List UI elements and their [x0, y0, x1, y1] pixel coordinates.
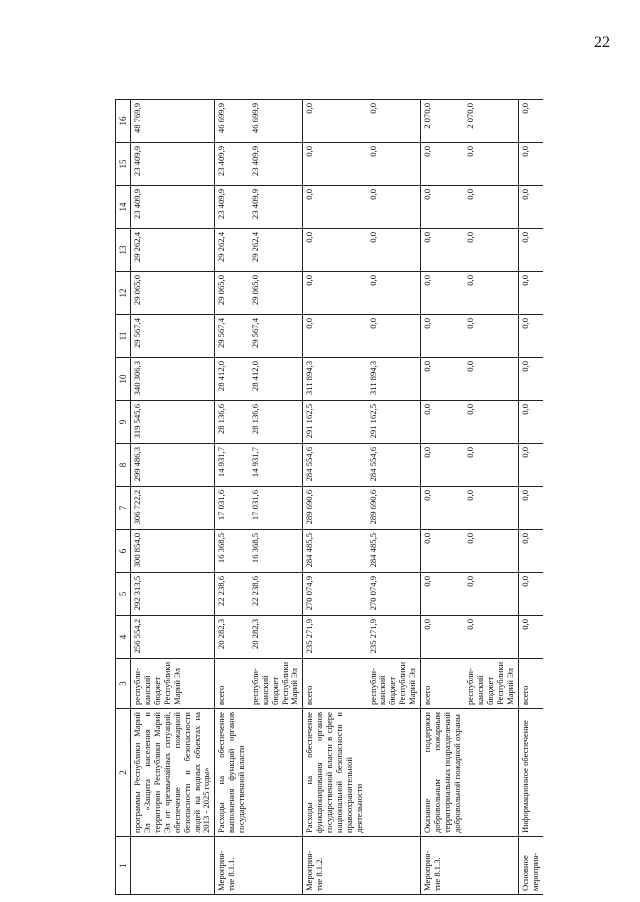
name-cell: Оказание поддержки добровольным пожарным территориальных подразделений добровольной пожарной охраны — [420, 709, 464, 837]
value-cell: 311 894,3 — [303, 358, 367, 401]
value-cell: 0,0 — [518, 229, 542, 272]
value-cell: 291 162,5 — [303, 401, 367, 444]
source-cell: республи-канский бюджет Республики Марий Эл — [249, 659, 303, 709]
name-cell — [367, 709, 421, 837]
status-cell: Основное мероприя- — [518, 837, 542, 895]
value-cell: 235 271,9 — [367, 616, 421, 659]
name-cell — [249, 709, 303, 837]
value-cell: 270 074,9 — [367, 573, 421, 616]
status-cell: Мероприя-тие 8.1.2. — [303, 837, 367, 895]
source-cell: всего — [518, 659, 542, 709]
source-cell: всего — [215, 659, 249, 709]
table-row — [249, 100, 303, 895]
value-cell: 29 262,4 — [131, 229, 215, 272]
column-header: 11 — [116, 315, 131, 358]
value-cell: 28 136,6 — [215, 401, 249, 444]
value-cell: 306 722,2 — [131, 487, 215, 530]
column-header: 16 — [116, 100, 131, 143]
name-cell: программы Республики Марий Эл «Защита населения и территории Республики Марий Эл от чрезвычайных ситуаций, обеспечение пожарной безопасности и безопасности людей на водных объектах на 2013 - 2025 годы» — [131, 709, 215, 837]
value-cell: 0,0 — [464, 401, 518, 444]
value-cell: 23 409,9 — [249, 143, 303, 186]
value-cell: 20 282,3 — [215, 616, 249, 659]
budget-table-container — [115, 100, 635, 895]
value-cell: 29 065,0 — [215, 272, 249, 315]
name-cell — [464, 709, 518, 837]
value-cell: 0,0 — [518, 530, 542, 573]
value-cell: 284 554,6 — [303, 444, 367, 487]
header-row — [116, 100, 131, 895]
value-cell: 20 282,3 — [249, 616, 303, 659]
value-cell: 300 854,0 — [131, 530, 215, 573]
value-cell: 0,0 — [518, 616, 542, 659]
value-cell: 0,0 — [464, 186, 518, 229]
value-cell: 0,0 — [464, 229, 518, 272]
column-header: 12 — [116, 272, 131, 315]
column-header: 8 — [116, 444, 131, 487]
value-cell: 292 313,5 — [131, 573, 215, 616]
table-row — [367, 100, 421, 895]
value-cell: 22 238,6 — [249, 573, 303, 616]
source-cell: республи-канский бюджет Республики Марий Эл — [131, 659, 215, 709]
value-cell: 284 485,5 — [303, 530, 367, 573]
value-cell: 0,0 — [518, 315, 542, 358]
value-cell: 0,0 — [303, 272, 367, 315]
value-cell: 0,0 — [420, 573, 464, 616]
value-cell: 48 769,9 — [131, 100, 215, 143]
value-cell: 0,0 — [464, 616, 518, 659]
value-cell: 0,0 — [420, 401, 464, 444]
value-cell: 340 306,3 — [131, 358, 215, 401]
column-header: 2 — [116, 709, 131, 837]
value-cell: 0,0 — [420, 616, 464, 659]
value-cell: 0,0 — [464, 530, 518, 573]
value-cell: 23 409,9 — [215, 186, 249, 229]
column-header: 6 — [116, 530, 131, 573]
source-cell: республи-канский бюджет Республики Марий Эл — [464, 659, 518, 709]
value-cell: 256 554,2 — [131, 616, 215, 659]
value-cell: 0,0 — [464, 272, 518, 315]
value-cell: 0,0 — [464, 315, 518, 358]
value-cell: 28 412,0 — [249, 358, 303, 401]
value-cell: 29 262,4 — [215, 229, 249, 272]
value-cell: 0,0 — [420, 487, 464, 530]
column-header: 9 — [116, 401, 131, 444]
table-body — [131, 100, 543, 895]
value-cell: 0,0 — [367, 186, 421, 229]
page-number: 22 — [594, 34, 610, 51]
value-cell: 0,0 — [420, 272, 464, 315]
value-cell: 0,0 — [303, 143, 367, 186]
value-cell: 46 699,9 — [215, 100, 249, 143]
value-cell: 0,0 — [367, 229, 421, 272]
value-cell: 23 409,9 — [131, 143, 215, 186]
value-cell: 0,0 — [367, 272, 421, 315]
status-cell — [464, 837, 518, 895]
value-cell: 0,0 — [518, 573, 542, 616]
value-cell: 0,0 — [464, 358, 518, 401]
value-cell: 284 554,6 — [367, 444, 421, 487]
value-cell: 17 031,6 — [249, 487, 303, 530]
value-cell: 0,0 — [367, 100, 421, 143]
value-cell: 46 699,9 — [249, 100, 303, 143]
value-cell: 16 368,5 — [249, 530, 303, 573]
value-cell: 0,0 — [518, 186, 542, 229]
value-cell: 289 690,6 — [303, 487, 367, 530]
value-cell: 23 409,9 — [249, 186, 303, 229]
value-cell: 0,0 — [518, 358, 542, 401]
value-cell: 29 567,4 — [131, 315, 215, 358]
value-cell: 0,0 — [518, 401, 542, 444]
source-cell: республи-канский бюджет Республики Марий Эл — [367, 659, 421, 709]
table-row — [464, 100, 518, 895]
value-cell: 0,0 — [518, 143, 542, 186]
status-cell: Мероприя-тие 8.1.3. — [420, 837, 464, 895]
value-cell: 29 065,0 — [249, 272, 303, 315]
value-cell: 14 931,7 — [249, 444, 303, 487]
column-header: 4 — [116, 616, 131, 659]
value-cell: 29 262,4 — [249, 229, 303, 272]
value-cell: 28 412,0 — [215, 358, 249, 401]
value-cell: 0,0 — [464, 487, 518, 530]
value-cell: 0,0 — [303, 186, 367, 229]
value-cell: 23 409,9 — [215, 143, 249, 186]
name-cell: Расходы на обеспечение выполнения функций органов государственной власти — [215, 709, 249, 837]
value-cell: 319 545,6 — [131, 401, 215, 444]
value-cell: 291 162,5 — [367, 401, 421, 444]
value-cell: 0,0 — [420, 143, 464, 186]
column-header: 1 — [116, 837, 131, 895]
value-cell: 289 690,6 — [367, 487, 421, 530]
table-row — [303, 100, 367, 895]
value-cell: 0,0 — [420, 530, 464, 573]
status-cell — [131, 837, 215, 895]
value-cell: 0,0 — [518, 272, 542, 315]
value-cell: 0,0 — [367, 143, 421, 186]
name-cell: Информационное обеспечение — [518, 709, 542, 837]
value-cell: 0,0 — [420, 229, 464, 272]
value-cell: 0,0 — [367, 315, 421, 358]
value-cell: 0,0 — [420, 444, 464, 487]
source-cell: всего — [420, 659, 464, 709]
value-cell: 0,0 — [420, 358, 464, 401]
value-cell: 22 238,6 — [215, 573, 249, 616]
table-row — [215, 100, 249, 895]
value-cell: 299 486,3 — [131, 444, 215, 487]
value-cell: 0,0 — [518, 487, 542, 530]
status-cell — [249, 837, 303, 895]
value-cell: 0,0 — [303, 100, 367, 143]
value-cell: 0,0 — [420, 186, 464, 229]
value-cell: 2 070,0 — [464, 100, 518, 143]
value-cell: 28 136,6 — [249, 401, 303, 444]
column-header: 7 — [116, 487, 131, 530]
value-cell: 14 931,7 — [215, 444, 249, 487]
value-cell: 235 271,9 — [303, 616, 367, 659]
value-cell: 311 894,3 — [367, 358, 421, 401]
value-cell: 0,0 — [518, 444, 542, 487]
source-cell: всего — [303, 659, 367, 709]
value-cell: 23 409,9 — [131, 186, 215, 229]
value-cell: 0,0 — [464, 143, 518, 186]
value-cell: 17 031,6 — [215, 487, 249, 530]
column-header: 10 — [116, 358, 131, 401]
column-header: 13 — [116, 229, 131, 272]
name-cell: Расходы на обеспечение функционирования органов государственной власти в сфере национальной безопасности и правоохранительной деятельности — [303, 709, 367, 837]
column-header: 14 — [116, 186, 131, 229]
value-cell: 29 567,4 — [215, 315, 249, 358]
value-cell: 0,0 — [518, 100, 542, 143]
value-cell: 16 368,5 — [215, 530, 249, 573]
value-cell: 0,0 — [303, 315, 367, 358]
value-cell: 0,0 — [464, 444, 518, 487]
column-header: 5 — [116, 573, 131, 616]
table-row — [518, 100, 542, 895]
value-cell: 29 065,0 — [131, 272, 215, 315]
table-row — [131, 100, 215, 895]
status-cell — [367, 837, 421, 895]
value-cell: 0,0 — [464, 573, 518, 616]
value-cell: 2 070,0 — [420, 100, 464, 143]
column-header: 3 — [116, 659, 131, 709]
budget-table — [115, 99, 543, 895]
value-cell: 284 485,5 — [367, 530, 421, 573]
value-cell: 0,0 — [303, 229, 367, 272]
column-header: 15 — [116, 143, 131, 186]
table-row — [420, 100, 464, 895]
value-cell: 270 074,9 — [303, 573, 367, 616]
value-cell: 0,0 — [420, 315, 464, 358]
status-cell: Мероприя-тие 8.1.1. — [215, 837, 249, 895]
value-cell: 29 567,4 — [249, 315, 303, 358]
